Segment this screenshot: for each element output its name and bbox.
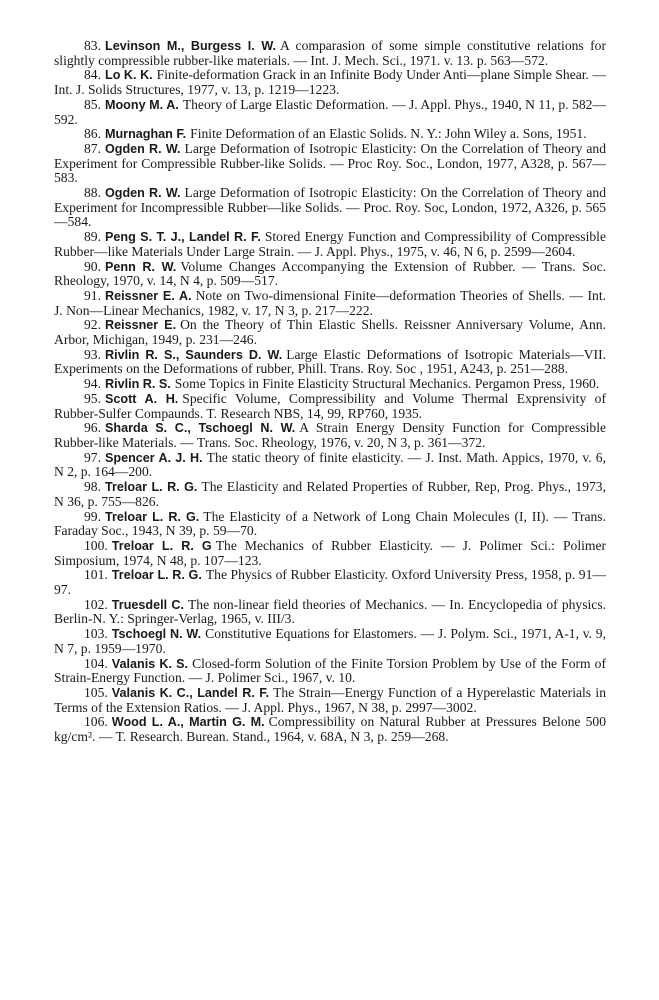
reference-text: Finite Deformation of an Elastic Solids. N. Y.: John Wiley a. Sons, 1951. <box>190 126 587 142</box>
reference-text: On the Theory of Thin Elastic Shells. Reissner Anniversary Volume, Ann. Arbor, Michigan, 1949, p. 231—246. <box>54 317 606 348</box>
reference-authors: Wood L. A., Martin G. M. <box>111 715 265 730</box>
reference-number: 93. <box>84 346 101 362</box>
reference-entry <box>54 598 606 627</box>
reference-entry <box>54 127 606 142</box>
reference-entry <box>54 392 606 421</box>
reference-authors: Valanis K. S. <box>111 656 189 671</box>
reference-text: The Elasticity and Related Properties of Rubber, Rep, Prog. Phys., 1973, N 36, p. 755—826. <box>54 479 607 509</box>
reference-number: 91. <box>84 287 101 303</box>
reference-authors: Reissner E. <box>105 318 177 333</box>
reference-authors: Truesdell C. <box>111 597 184 612</box>
reference-text: Large Elastic Deformations of Isotropic Materials—VII. Experiments on the Deformations of rubber, Phill. Trans. Roy. Soc , 1951, A243, p. 251—288. <box>54 346 606 377</box>
reference-number: 101. <box>84 567 108 583</box>
reference-authors: Ogden R. W. <box>105 141 181 156</box>
reference-authors: Tschoegl N. W. <box>111 627 202 642</box>
reference-authors: Spencer A. J. H. <box>105 450 203 465</box>
reference-authors: Valanis K. C., Landel R. F. <box>111 685 270 700</box>
reference-entry <box>54 480 606 509</box>
reference-text: Finite-deformation Grack in an Infinite Body Under Anti—plane Simple Shear. — Int. J. Solids Structures, 1977, v. 13, p. 1219—1223. <box>54 67 606 98</box>
reference-entry <box>54 98 606 127</box>
reference-number: 104. <box>84 655 108 671</box>
reference-authors: Sharda S. C., Tschoegl N. W. <box>105 421 296 436</box>
reference-number: 96. <box>84 420 101 436</box>
reference-authors: Penn R. W. <box>105 259 177 274</box>
reference-text: A comparasion of some simple constitutive relations for slightly compressible rubber-like materials. — Int. J. Mech. Sci., 1971. v. 13. p. 563—572. <box>54 38 606 68</box>
reference-authors: Treloar L. R. G. <box>105 480 198 495</box>
reference-entry <box>54 377 606 392</box>
reference-text: Closed-form Solution of the Finite Torsion Problem by Use of the Form of Strain-Energy Function. — J. Polimer Sci., 1967, v. 10. <box>54 655 607 686</box>
reference-entry <box>54 686 606 715</box>
reference-entry <box>54 39 606 68</box>
reference-number: 89. <box>84 229 101 245</box>
reference-number: 103. <box>84 626 108 642</box>
reference-number: 102. <box>84 596 108 612</box>
reference-authors: Moony M. A. <box>105 97 179 112</box>
reference-entry <box>54 289 606 318</box>
reference-text: Specific Volume, Compressibility and Volume Thermal Exprensivity of Rubber-Sulfer Compaunds. T. Research NBS, 14, 99, RP760, 1935. <box>54 390 607 421</box>
reference-number: 87. <box>84 140 101 156</box>
reference-number: 92. <box>84 317 101 333</box>
reference-authors: Treloar L. R. G. <box>111 568 202 583</box>
reference-entry <box>54 68 606 97</box>
reference-number: 95. <box>84 390 101 406</box>
reference-list <box>54 39 606 745</box>
reference-text: Some Topics in Finite Elasticity Structural Mechanics. Pergamon Press, 1960. <box>174 376 600 392</box>
reference-entry <box>54 568 606 597</box>
reference-entry <box>54 260 606 289</box>
reference-number: 85. <box>84 96 101 112</box>
reference-number: 94. <box>84 376 101 392</box>
reference-entry <box>54 142 606 186</box>
reference-text: Stored Energy Function and Compressibility of Compressible Rubber—like Materials Under Large Strain. — J. Appl. Phys., 1975, v. 46, N 6, p. 2599—2604. <box>54 229 606 259</box>
reference-authors: Levinson M., Burgess I. W. <box>105 39 277 53</box>
reference-number: 106. <box>84 714 108 730</box>
reference-text: Large Deformation of Isotropic Elasticity: On the Correlation of Theory and Experiment for Compressible Rubber-like Solids. — Proc Roy. Soc., London, 1977, A328, p. 567—583. <box>54 140 606 186</box>
reference-number: 88. <box>84 185 101 201</box>
reference-number: 90. <box>84 258 101 274</box>
reference-authors: Lo K. K. <box>105 68 153 83</box>
reference-authors: Rivlin R. S., Saunders D. W. <box>105 347 283 362</box>
reference-text: Compressibility on Natural Rubber at Pressures Belone 500 kg/cm². — T. Research. Burean. Stand., 1964, v. 68A, N 3, p. 259—268. <box>54 714 606 745</box>
reference-authors: Treloar L. R. G. <box>105 509 200 524</box>
reference-text: The Strain—Energy Function of a Hyperelastic Materials in Terms of the Extension Ratios. — J. Appl. Phys., 1967, N 38, p. 2997—3002. <box>54 684 606 715</box>
reference-number: 86. <box>84 126 101 142</box>
reference-entry <box>54 539 606 568</box>
reference-entry <box>54 451 606 480</box>
reference-entry <box>54 715 606 744</box>
reference-text: Theory of Large Elastic Deformation. — J. Appl. Phys., 1940, N 11, p. 582—592. <box>54 96 607 127</box>
reference-entry <box>54 348 606 377</box>
reference-entry <box>54 186 606 230</box>
reference-text: Volume Changes Accompanying the Extension of Rubber. — Trans. Soc. Rheology, 1970, v. 14, N 4, p. 509—517. <box>54 258 606 289</box>
reference-authors: Scott A. H. <box>105 391 179 406</box>
reference-number: 83. <box>84 38 101 53</box>
reference-authors: Ogden R. W. <box>105 186 181 201</box>
reference-entry <box>54 421 606 450</box>
reference-text: Constitutive Equations for Elastomers. — J. Polym. Sci., 1971, A-1, v. 9, N 7, p. 1959—1970. <box>54 626 606 656</box>
reference-number: 98. <box>84 479 101 495</box>
reference-authors: Reissner E. A. <box>105 288 192 303</box>
reference-entry <box>54 318 606 347</box>
reference-number: 100. <box>84 537 108 553</box>
reference-authors: Treloar L. R. G <box>111 538 212 553</box>
reference-number: 84. <box>84 67 101 83</box>
reference-number: 99. <box>84 508 101 524</box>
reference-entry <box>54 510 606 539</box>
reference-text: Note on Two-dimensional Finite—deformation Theories of Shells. — Int. J. Non—Linear Mechanics, 1982, v. 17, N 3, p. 217—222. <box>54 287 606 318</box>
reference-authors: Murnaghan F. <box>105 127 187 142</box>
reference-text: The non-linear field theories of Mechanics. — In. Encyclopedia of physics. Berlin-N. Y.: Springer-Verlag, 1965, v. III/3. <box>54 596 607 627</box>
reference-text: A Strain Energy Density Function for Compressible Rubber-like Materials. — Trans. Soc. Rheology, 1976, v. 20, N 3, p. 361—372. <box>54 420 607 450</box>
reference-authors: Peng S. T. J., Landel R. F. <box>105 230 261 245</box>
reference-number: 97. <box>84 449 101 465</box>
reference-number: 105. <box>84 684 108 700</box>
reference-text: The Mechanics of Rubber Elasticity. — J. Polimer Sci.: Polimer Simposium, 1974, N 48, p. 107—123. <box>54 537 607 568</box>
reference-text: The Elasticity of a Network of Long Chain Molecules (I, II). — Trans. Faraday Soc., 1943, N 39, p. 59—70. <box>54 508 606 539</box>
reference-entry <box>54 230 606 259</box>
reference-entry <box>54 627 606 656</box>
reference-authors: Rivlin R. S. <box>105 377 171 392</box>
reference-text: The static theory of finite elasticity. — J. Inst. Math. Appics, 1970, v. 6, N 2, p. 164—200. <box>54 449 606 480</box>
reference-entry <box>54 657 606 686</box>
reference-text: Large Deformation of Isotropic Elasticity: On the Correlation of Theory and Experiment for Incompressible Rubber—like Solids. — Proc. Roy. Soc, London, 1972, A326, p. 565—584. <box>54 185 606 230</box>
reference-text: The Physics of Rubber Elasticity. Oxford University Press, 1958, p. 91—97. <box>54 567 606 598</box>
